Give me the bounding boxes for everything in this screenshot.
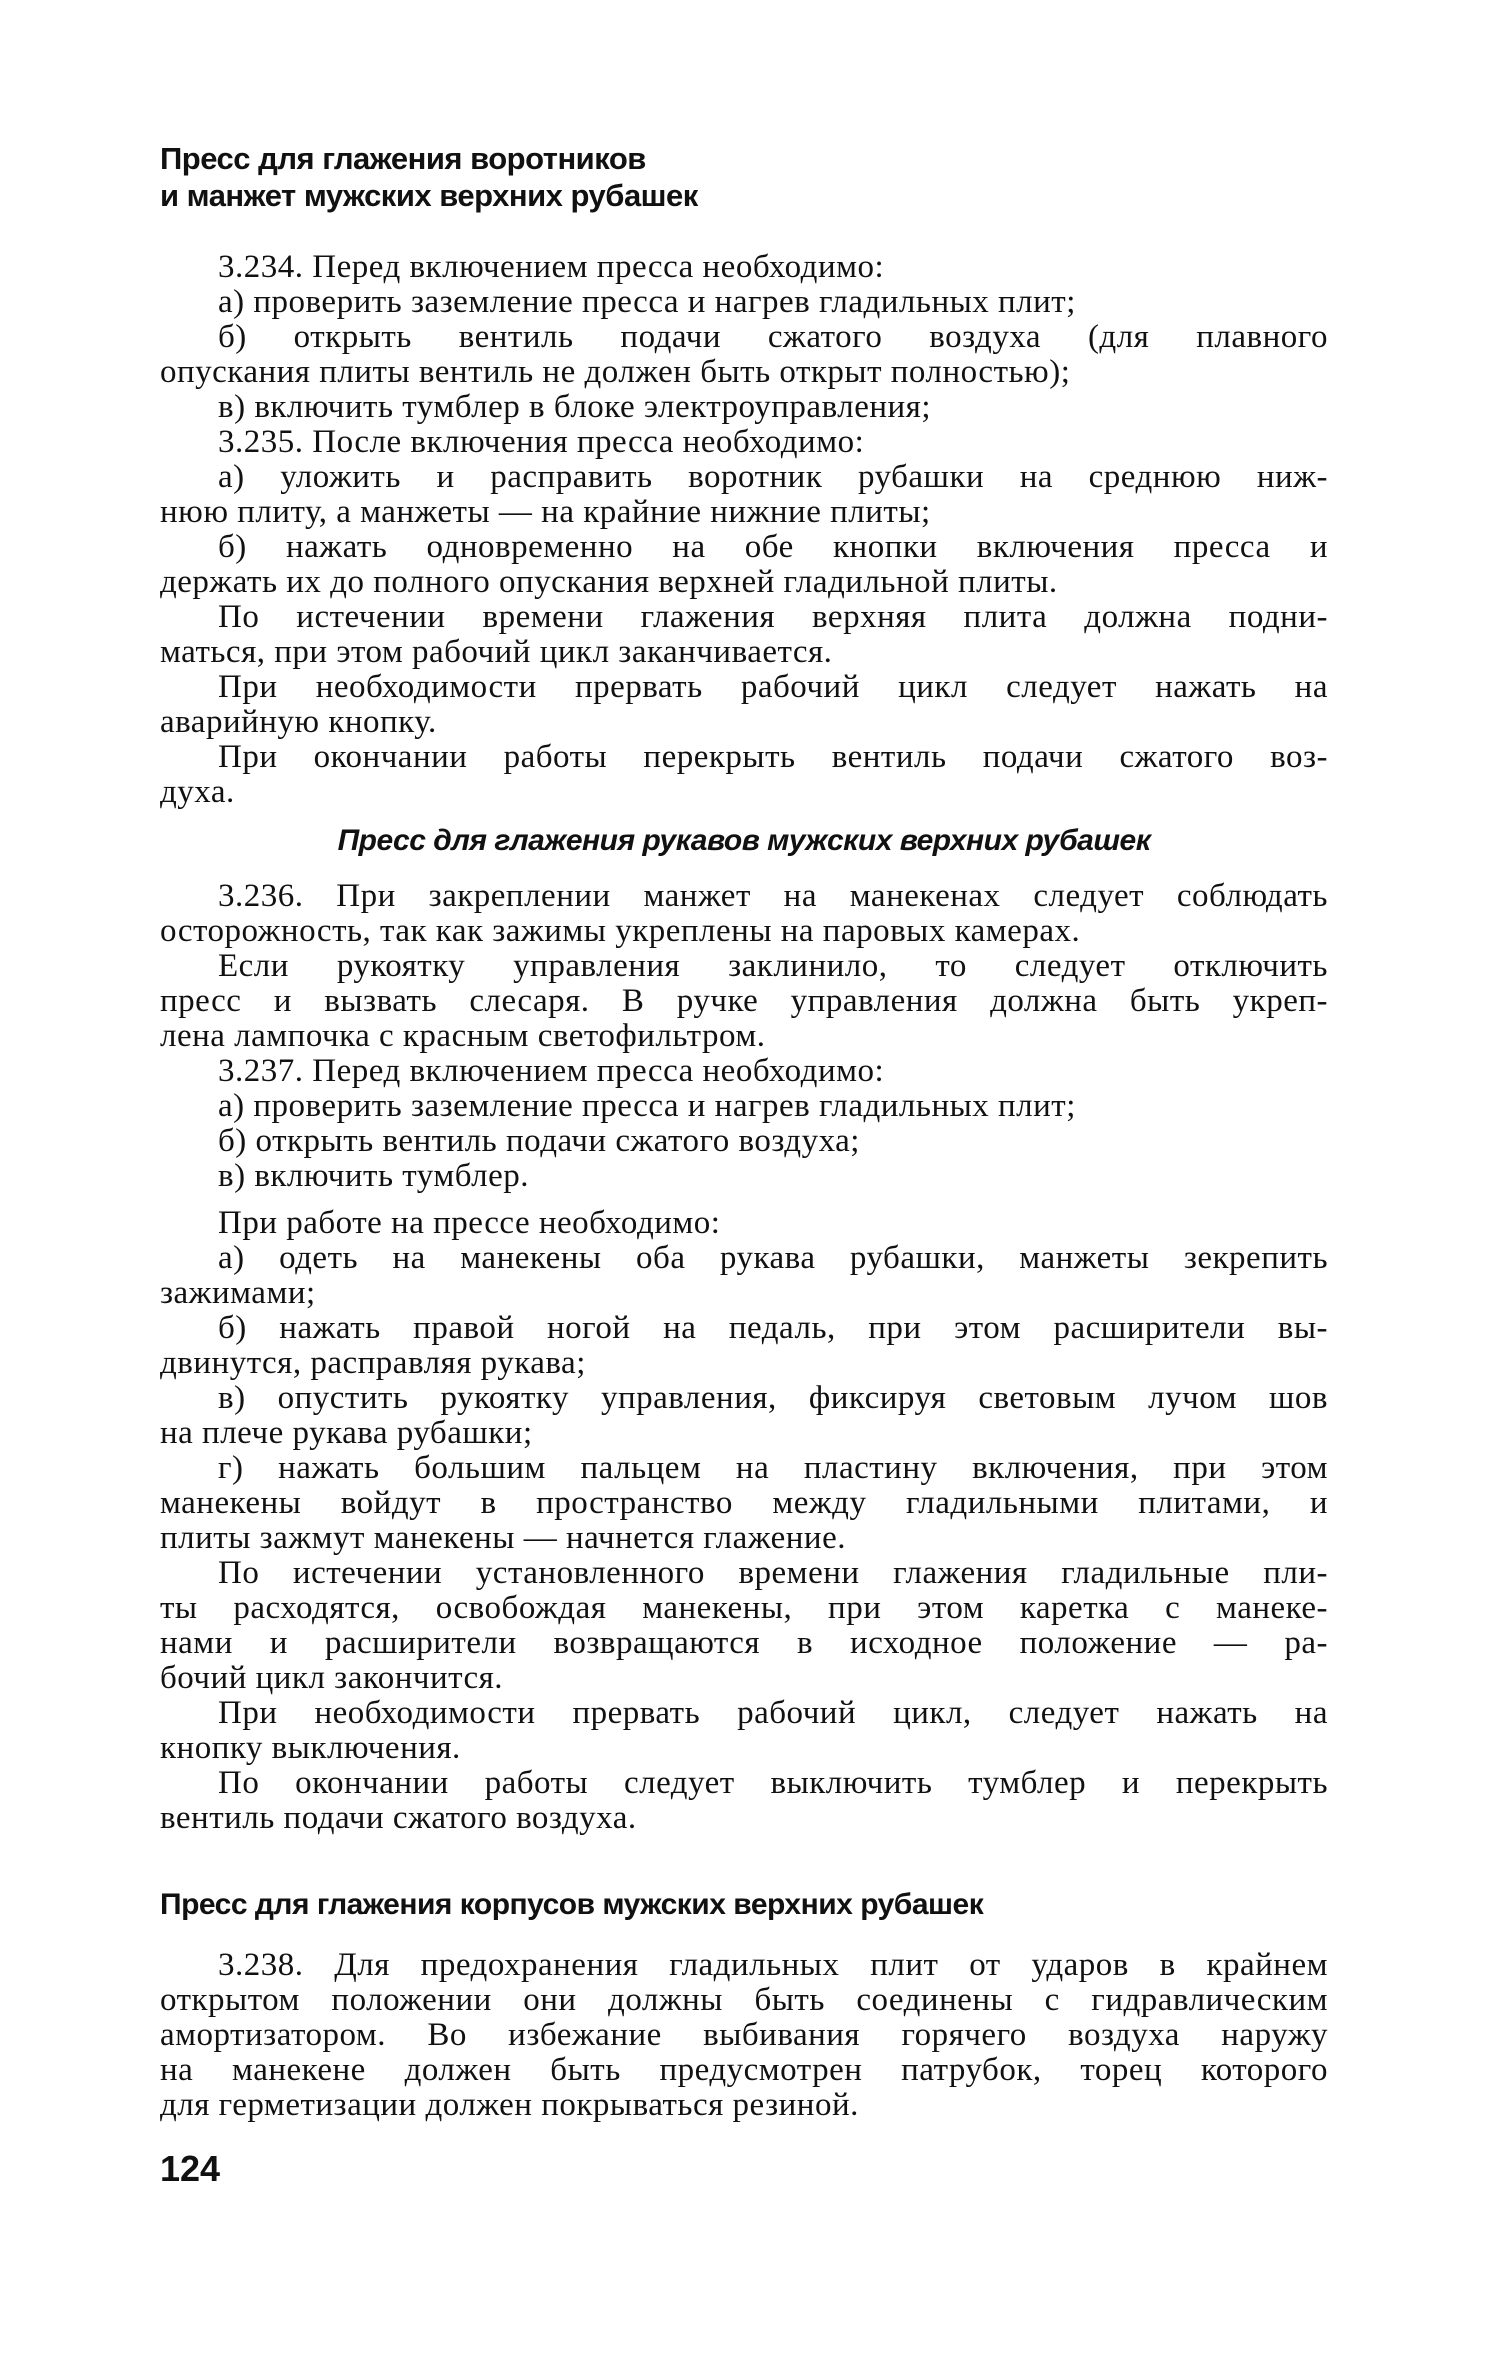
section-heading-line: Пресс для глажения воротников: [160, 141, 646, 176]
section-heading-sleeves: [160, 823, 1328, 858]
section-heading-bodies: [160, 1887, 1328, 1922]
text-line: а) одеть на манекены оба рукава рубашки, манжеты зекрепить: [218, 1241, 1328, 1276]
text-line: осторожность, так как зажимы укреплены на паровых камерах.: [160, 913, 1081, 949]
text-line: 3.238. Для предохранения гладильных плит от ударов в крайнем: [218, 1948, 1328, 1983]
text-line: При окончании работы перекрыть вентиль подачи сжатого воз-: [218, 740, 1328, 775]
paragraph: [160, 1089, 1328, 1124]
text-line: в) включить тумблер.: [218, 1158, 530, 1194]
text-line: аварийную кнопку.: [160, 704, 437, 740]
text-line: б) открыть вентиль подачи сжатого воздуха (для плавного: [218, 320, 1328, 355]
text-line: кнопку выключения.: [160, 1730, 461, 1766]
paragraph: [160, 1159, 1328, 1194]
text-line: а) проверить заземление пресса и нагрев гладильных плит;: [218, 1088, 1076, 1124]
paragraph: [160, 1124, 1328, 1159]
paragraph: [160, 1696, 1328, 1766]
text-line: 3.235. После включения пресса необходимо:: [218, 424, 865, 460]
text-line: По окончании работы следует выключить тумблер и перекрыть: [218, 1766, 1328, 1801]
paragraph: [160, 949, 1328, 1054]
text-line: нами и расширители возвращаются в исходное положение — ра-: [160, 1626, 1328, 1661]
paragraph: [160, 1054, 1328, 1089]
paragraph: [160, 460, 1328, 530]
text-line: нюю плиту, а манжеты — на крайние нижние плиты;: [160, 494, 931, 530]
text-line: При необходимости прервать рабочий цикл следует нажать на: [218, 670, 1328, 705]
text-line: опускания плиты вентиль не должен быть открыт полностью);: [160, 354, 1071, 390]
page-number: 124: [160, 2148, 221, 2189]
text-line: лена лампочка с красным светофильтром.: [160, 1018, 766, 1054]
text-line: плиты зажмут манекены — начнется глажение.: [160, 1520, 846, 1556]
paragraph: [160, 670, 1328, 740]
paragraph: [160, 600, 1328, 670]
text-line: 3.237. Перед включением пресса необходимо:: [218, 1053, 885, 1089]
text-line: г) нажать большим пальцем на пластину включения, при этом: [218, 1451, 1328, 1486]
text-line: вентиль подачи сжатого воздуха.: [160, 1800, 637, 1836]
paragraph: [160, 1451, 1328, 1556]
text-line: держать их до полного опускания верхней гладильной плиты.: [160, 564, 1058, 600]
text-line: 3.234. Перед включением пресса необходимо:: [218, 249, 885, 285]
text-line: открытом положении они должны быть соединены с гидравлическим: [160, 1983, 1328, 2018]
text-line: Если рукоятку управления заклинило, то следует отключить: [218, 949, 1328, 984]
text-line: По истечении времени глажения верхняя плита должна подни-: [218, 600, 1328, 635]
text-line: в) опустить рукоятку управления, фиксируя световым лучом шов: [218, 1381, 1328, 1416]
text-line: 3.236. При закреплении манжет на манекенах следует соблюдать: [218, 879, 1328, 914]
text-line: зажимами;: [160, 1275, 316, 1311]
text-line: в) включить тумблер в блоке электроуправления;: [218, 389, 932, 425]
section-body-collars: [160, 250, 1328, 810]
paragraph: [160, 425, 1328, 460]
text-line: а) уложить и расправить воротник рубашки на среднюю ниж-: [218, 460, 1328, 495]
section-heading-line: и манжет мужских верхних рубашек: [160, 178, 698, 213]
text-line: При работе на прессе необходимо:: [218, 1205, 721, 1241]
text-line: а) проверить заземление пресса и нагрев гладильных плит;: [218, 284, 1076, 320]
text-line: амортизатором. Во избежание выбивания горячего воздуха наружу: [160, 2018, 1328, 2053]
section-heading-line: Пресс для глажения рукавов мужских верхних рубашек: [337, 824, 1151, 857]
paragraph: [160, 879, 1328, 949]
paragraph: [160, 1381, 1328, 1451]
text-line: ты расходятся, освобождая манекены, при этом каретка с манеке-: [160, 1591, 1328, 1626]
paragraph: [160, 1241, 1328, 1311]
paragraph: [160, 250, 1328, 285]
section-body-sleeves: [160, 879, 1328, 1836]
paragraph: [160, 1311, 1328, 1381]
text-line: б) нажать одновременно на обе кнопки включения пресса и: [218, 530, 1328, 565]
paragraph: [160, 1556, 1328, 1696]
paragraph: [160, 285, 1328, 320]
text-line: на плече рукава рубашки;: [160, 1415, 533, 1451]
paragraph: [160, 740, 1328, 810]
section-heading-line: Пресс для глажения корпусов мужских верхних рубашек: [160, 1888, 984, 1921]
text-line: б) нажать правой ногой на педаль, при этом расширители вы-: [218, 1311, 1328, 1346]
text-line: бочий цикл закончится.: [160, 1660, 504, 1696]
text-line: духа.: [160, 774, 235, 810]
paragraph: [160, 1206, 1328, 1241]
text-line: для герметизации должен покрываться резиной.: [160, 2087, 859, 2123]
text-line: двинутся, расправляя рукава;: [160, 1345, 586, 1381]
text-line: б) открыть вентиль подачи сжатого воздуха;: [218, 1123, 860, 1159]
text-line: пресс и вызвать слесаря. В ручке управления должна быть укреп-: [160, 984, 1328, 1019]
text-line: При необходимости прервать рабочий цикл, следует нажать на: [218, 1696, 1328, 1731]
paragraph: [160, 390, 1328, 425]
text-line: маться, при этом рабочий цикл заканчивается.: [160, 634, 833, 670]
section-body-bodies: [160, 1948, 1328, 2123]
paragraph: [160, 1948, 1328, 2123]
section-heading-collars: [160, 140, 1328, 214]
paragraph: [160, 320, 1328, 390]
paragraph: [160, 530, 1328, 600]
text-line: манекены войдут в пространство между гладильными плитами, и: [160, 1486, 1328, 1521]
text-line: на манекене должен быть предусмотрен патрубок, торец которого: [160, 2053, 1328, 2088]
text-line: По истечении установленного времени глажения гладильные пли-: [218, 1556, 1328, 1591]
paragraph: [160, 1766, 1328, 1836]
